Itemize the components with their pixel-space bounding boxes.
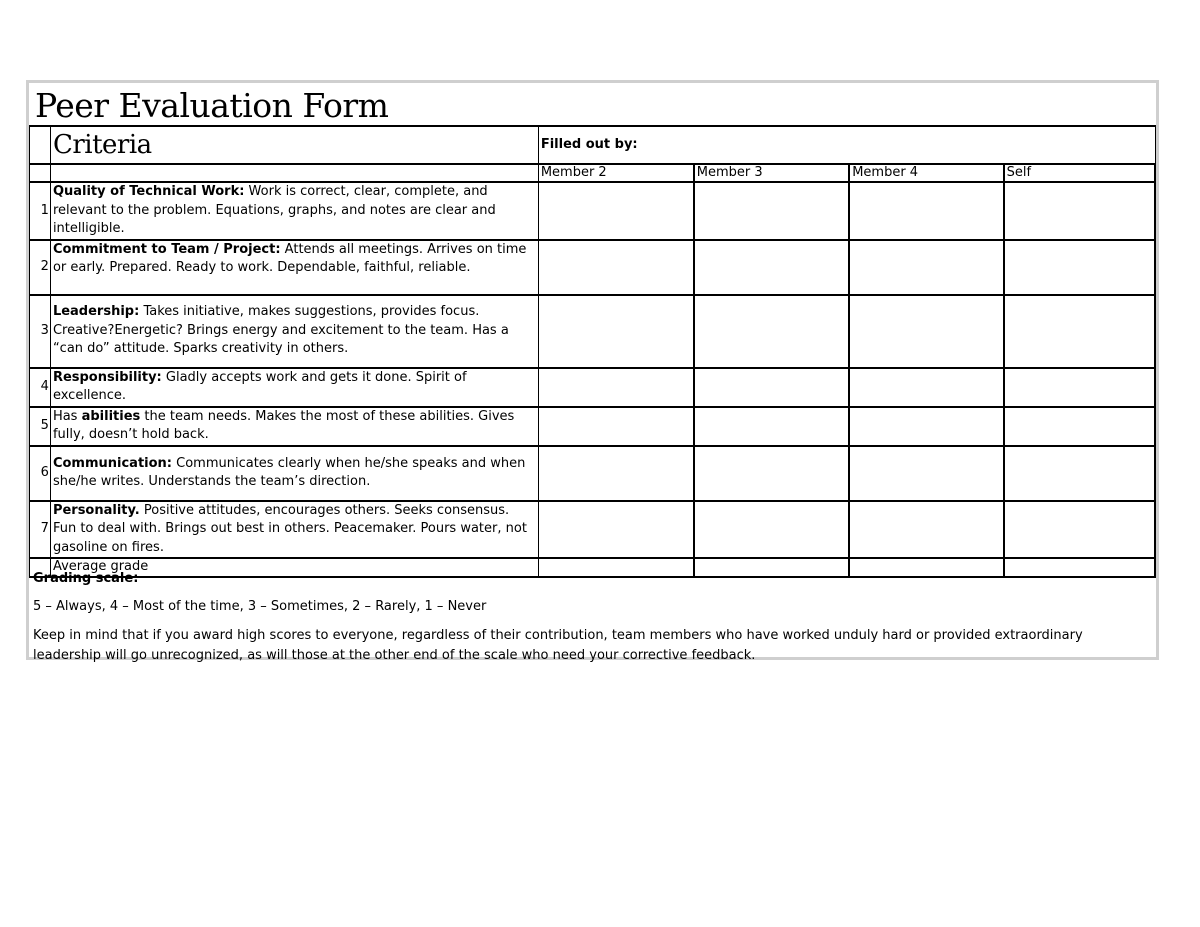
criteria-bold-label: Personality. (52, 502, 140, 518)
criteria-text: Gladly accepts work and gets it done. Spirit of excellence. (52, 369, 467, 403)
criteria-number: 7 (30, 501, 51, 559)
criteria-bold-label: Commitment to Team / Project: (52, 241, 281, 257)
grading-scale-text: 5 – Always, 4 – Most of the time, 3 – Sometimes, 2 – Rarely, 1 – Never (33, 599, 487, 614)
column-header-member-3: Member 3 (694, 164, 849, 182)
header-num-cell (30, 126, 51, 164)
score-cell-member-2[interactable] (538, 295, 693, 368)
form-title: Peer Evaluation Form (35, 86, 389, 125)
criteria-text: Positive attitudes, encourages others. Seeks consensus. Fun to deal with. Brings out best in others. Peacemaker. Pours water, not gasoline on fires. (52, 502, 527, 555)
score-cell-member-3[interactable] (694, 368, 849, 407)
score-cell-member-2[interactable] (538, 501, 693, 559)
criteria-number: 5 (30, 407, 51, 446)
score-cell-self[interactable] (1004, 295, 1155, 368)
score-cell-self[interactable] (1004, 407, 1155, 446)
criteria-row (30, 295, 1156, 368)
score-cell-self[interactable] (1004, 446, 1155, 501)
criteria-number: 2 (30, 240, 51, 295)
score-cell-member-2[interactable] (538, 407, 693, 446)
score-cell-member-3[interactable] (694, 501, 849, 559)
criteria-bold-label: Quality of Technical Work: (52, 184, 245, 199)
score-cell-member-3[interactable] (694, 446, 849, 501)
criteria-number: 1 (30, 182, 51, 240)
criteria-text: Communicates clearly when he/she speaks and when she/he writes. Understands the team’s direction. (52, 455, 526, 489)
column-header-member-2: Member 2 (538, 164, 693, 182)
colhead-num-cell (30, 164, 51, 182)
colhead-criteria-cell (50, 164, 538, 182)
grading-footer (33, 570, 1143, 666)
criteria-header: Criteria (50, 126, 538, 164)
evaluation-table (29, 125, 1156, 578)
grading-scale-label: Grading scale: (33, 571, 139, 586)
score-cell-member-2[interactable] (538, 446, 693, 501)
criteria-text: Work is correct, clear, complete, and relevant to the problem. Equations, graphs, and notes are clear and intelligible. (52, 184, 496, 236)
score-cell-member-3[interactable] (694, 407, 849, 446)
criteria-number: 6 (30, 446, 51, 501)
filled-out-by-label: Filled out by: (538, 126, 1155, 164)
score-cell-self[interactable] (1004, 368, 1155, 407)
score-cell-member-4[interactable] (849, 501, 1003, 559)
criteria-bold-label: Responsibility: (52, 369, 162, 385)
criteria-text: Takes initiative, makes suggestions, provides focus. Creative?Energetic? Brings energy and excitement to the team. Has a “can do” attitude. Sparks creativity in others. (52, 304, 509, 357)
score-cell-member-2[interactable] (538, 240, 693, 295)
grading-note: Keep in mind that if you award high scores to everyone, regardless of their contribution, team members who have worked unduly hard or provided extraordinary leadership will go unrecognized, as will those at the other end of the scale who need your corrective feedback. (33, 628, 1083, 663)
score-cell-member-4[interactable] (849, 407, 1003, 446)
column-header-self: Self (1004, 164, 1155, 182)
score-cell-self[interactable] (1004, 240, 1155, 295)
score-cell-member-2[interactable] (538, 368, 693, 407)
column-header-member-4: Member 4 (849, 164, 1003, 182)
score-cell-member-2[interactable] (538, 182, 693, 240)
score-cell-member-4[interactable] (849, 295, 1003, 368)
score-cell-self[interactable] (1004, 501, 1155, 559)
score-cell-self[interactable] (1004, 182, 1155, 240)
score-cell-member-3[interactable] (694, 295, 849, 368)
criteria-row (30, 182, 1156, 240)
criteria-prefix: Has (52, 408, 82, 424)
criteria-number: 4 (30, 368, 51, 407)
score-cell-member-4[interactable] (849, 368, 1003, 407)
score-cell-member-3[interactable] (694, 240, 849, 295)
criteria-bold-label: Leadership: (52, 304, 140, 320)
criteria-text: the team needs. Makes the most of these abilities. Gives fully, doesn’t hold back. (52, 408, 515, 442)
criteria-row (30, 240, 1156, 295)
criteria-number: 3 (30, 295, 51, 368)
score-cell-member-4[interactable] (849, 182, 1003, 240)
criteria-bold-label: abilities (81, 408, 141, 424)
average-grade-label: Average grade (50, 558, 538, 577)
criteria-row (30, 407, 1156, 446)
criteria-row (30, 501, 1156, 559)
peer-evaluation-sheet (26, 80, 1159, 663)
score-cell-member-3[interactable] (694, 182, 849, 240)
criteria-row (30, 368, 1156, 407)
criteria-text: Attends all meetings. Arrives on time or early. Prepared. Ready to work. Dependable, faithful, reliable. (52, 241, 527, 275)
score-cell-member-4[interactable] (849, 240, 1003, 295)
criteria-row (30, 446, 1156, 501)
score-cell-member-4[interactable] (849, 446, 1003, 501)
criteria-bold-label: Communication: (52, 455, 173, 471)
